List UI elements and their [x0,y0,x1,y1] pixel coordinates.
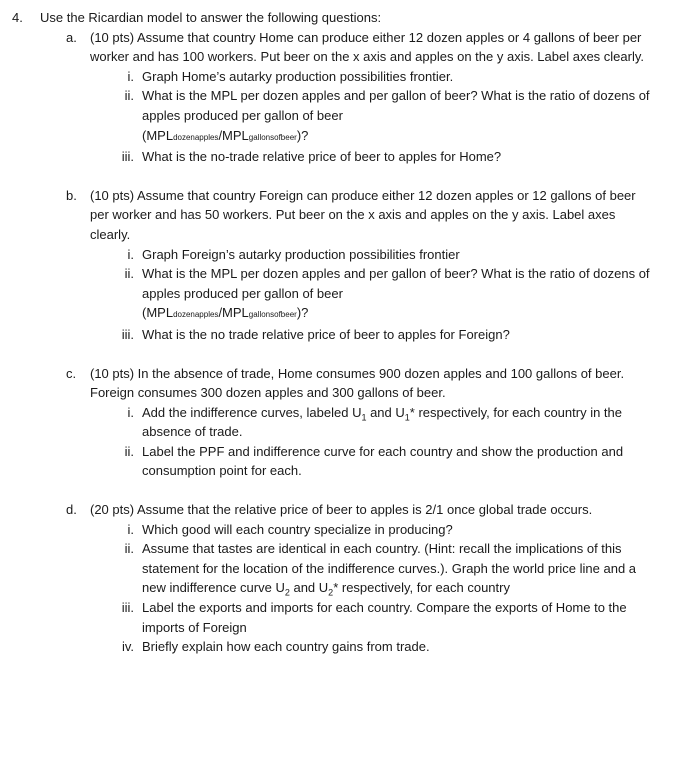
part-d-item-iii [0,598,697,637]
part-d-text: (20 pts) Assume that the relative price of beer to apples is 2/1 once global trade occurs. [90,502,593,518]
part-d-item-iii-text: Label the exports and imports for each country. Compare the exports of Home to the imports of Foreign [142,600,627,635]
part-b-item-iii-text: What is the no trade relative price of beer to apples for Foreign? [142,326,510,342]
part-b-item-i [0,245,697,265]
part-d [0,500,697,520]
part-d-item-iv-text: Briefly explain how each country gains from trade. [142,639,430,655]
part-a-item-i [0,67,697,87]
part-b-item-iii-label: iii. [121,326,134,342]
part-c-item-ii-label: ii. [124,443,134,459]
part-b-item-ii-text: What is the MPL per dozen apples and per gallon of beer? What is the ratio of dozens of apples produced per gallon of beer [142,266,650,301]
part-a-item-i-text: Graph Home’s autarky production possibilities frontier. [142,68,454,84]
part-b-text: (10 pts) Assume that country Foreign can produce either 12 dozen apples or 12 gallons of beer per worker and has 50 workers. Put beer on the x axis and apples on the y axis. Label axes clearly. [90,187,636,242]
part-a-item-iii-label: iii. [121,149,134,165]
part-a-item-ii-text: What is the MPL per dozen apples and per gallon of beer? What is the ratio of dozens of apples produced per gallon of beer [142,88,650,123]
part-a-text: (10 pts) Assume that country Home can produce either 12 dozen apples or 4 gallons of beer per worker and has 100 workers. Put beer on the x axis and apples on the y axis. Label axes clearly. [90,29,645,65]
part-d-item-i-label: i. [127,521,134,537]
part-c-item-ii [0,442,697,481]
part-d-item-ii [0,539,697,598]
part-b-item-ii-label: ii. [124,266,134,282]
part-b [0,186,697,245]
part-a-item-i-label: i. [127,68,134,84]
part-d-item-i [0,520,697,540]
part-c-item-ii-text: Label the PPF and indifference curve for each country and show the production and consumption point for each. [142,443,624,479]
part-b-item-i-text: Graph Foreign’s autarky production possibilities frontier [142,246,460,262]
question-number: 4. [12,10,23,25]
part-a-item-ii [0,86,697,147]
question-text: Use the Ricardian model to answer the following questions: [40,10,382,25]
part-a-label: a. [66,29,77,45]
part-d-label: d. [66,502,77,518]
question-header [0,8,697,28]
part-a-ratio: (MPLdozenapples/MPLgallonsofbeer)? [142,127,309,143]
part-b-item-i-label: i. [127,246,134,262]
part-c [0,364,697,403]
document-page [0,8,697,657]
part-b-ratio: (MPLdozenapples/MPLgallonsofbeer)? [142,305,309,321]
part-b-label: b. [66,187,77,203]
part-a [0,28,697,67]
part-a-item-iii-text: What is the no-trade relative price of beer to apples for Home? [142,149,502,165]
part-b-item-ii [0,264,697,325]
part-c-item-i [0,403,697,442]
part-d-item-iv-label: iv. [121,639,134,655]
part-d-item-ii-label: ii. [124,541,134,557]
part-c-text: (10 pts) In the absence of trade, Home consumes 900 dozen apples and 100 gallons of beer. Foreign consumes 300 dozen apples and 300 gallons of beer. [90,365,625,401]
part-d-item-iii-label: iii. [121,600,134,616]
part-d-item-i-text: Which good will each country specialize in producing? [142,521,453,537]
part-b-item-iii [0,325,697,345]
part-c-item-i-label: i. [127,404,134,420]
part-c-item-i-text: Add the indifference curves, labeled $U_1$ and $U_1*$ respectively, for each country in the absence of trade. [142,404,622,440]
part-a-item-iii [0,147,697,167]
part-d-item-iv [0,637,697,657]
part-c-label: c. [66,365,77,381]
part-d-item-ii-text: Assume that tastes are identical in each country. (Hint: recall the implications of this statement for the location of the indifference curves.). Graph the world price line and a new indifference curve $U_2$ and $U_2*$ respectively, for each country [142,541,637,599]
part-a-item-ii-label: ii. [124,88,134,104]
